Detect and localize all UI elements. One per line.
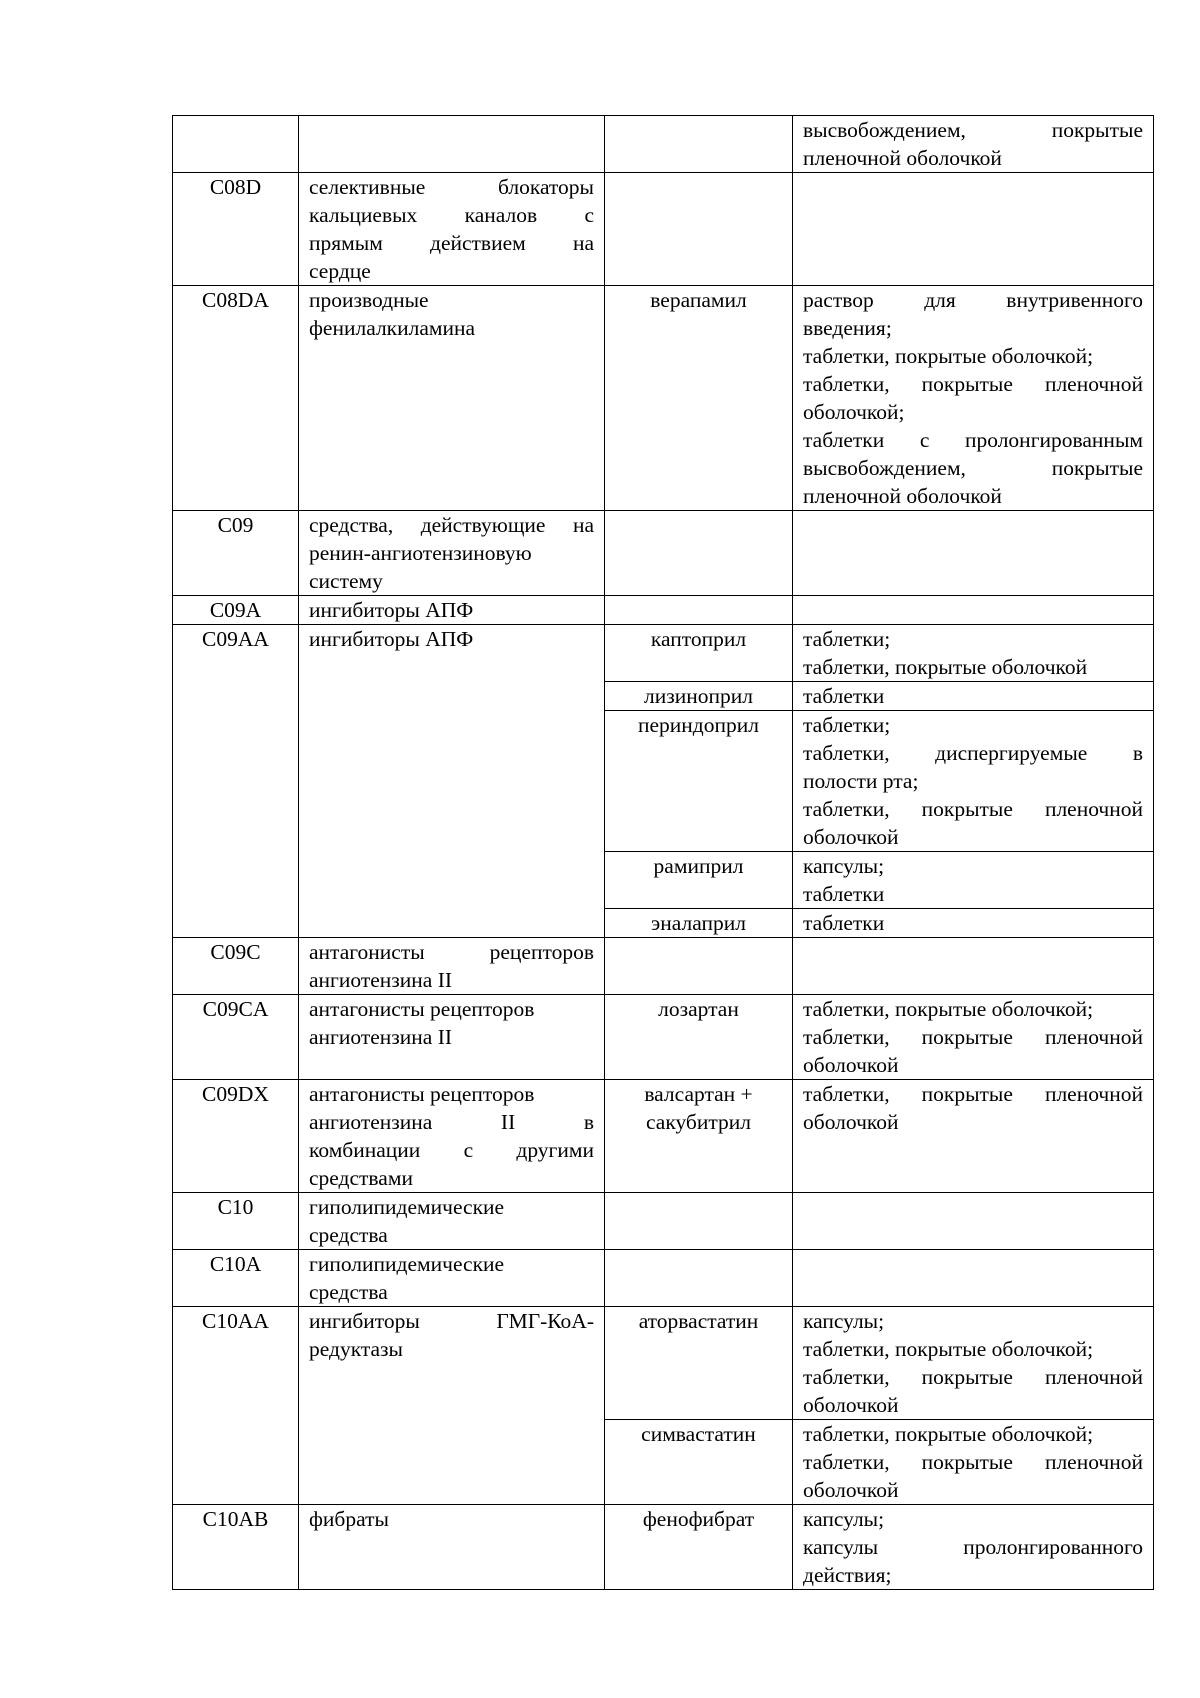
dosage-form-line: таблетки, покрытые оболочкой; [803,1337,1094,1361]
atc-name-line: фенилалкиламина [309,316,476,340]
atc-code-cell [173,596,299,625]
atc-name-line: антагонисты рецепторов [309,997,535,1021]
drug-name-cell [605,286,793,511]
atc-code-cell [173,995,299,1080]
drug-name-cell [605,173,793,286]
atc-code: C09A [209,598,262,622]
atc-code: C09AA [202,627,269,651]
dosage-form-line: оболочкой [803,1110,899,1134]
table-row [173,995,1154,1080]
table-row [173,938,1154,995]
drug-name-cell [605,1080,793,1193]
dosage-form-line: таблетки, покрытые оболочкой [803,655,1088,679]
drug-name-cell [605,938,793,995]
dosage-form-line: таблетки [803,882,885,906]
dosage-form-line: таблетки; [803,627,891,651]
atc-name-cell [299,625,605,938]
atc-name-line: ангиотензина II [309,1025,453,1049]
atc-name-cell [299,1250,605,1307]
dosage-form-cell [793,1250,1154,1307]
atc-code: C09CA [202,997,269,1021]
atc-name-line: систему [309,569,383,593]
dosage-form-line: высвобождением, покрытые [803,118,1143,142]
table-row [173,173,1154,286]
dosage-form-line: высвобождением, покрытые [803,456,1143,480]
atc-name-line: фибраты [309,1507,389,1531]
atc-name-cell [299,1193,605,1250]
atc-name-line: ангиотензина II [309,968,453,992]
atc-name-line: сердце [309,259,371,283]
dosage-form-cell [793,286,1154,511]
dosage-form-line: оболочкой [803,1393,899,1417]
drug-name-cell [605,1250,793,1307]
atc-name-cell [299,1307,605,1505]
dosage-form-line: введения; [803,316,892,340]
dosage-form-line: пленочной оболочкой [803,484,1002,508]
drug-table [172,115,1154,1590]
drug-name-cell [605,1505,793,1590]
drug-name: периндоприл [638,713,759,737]
dosage-form-cell [793,596,1154,625]
atc-code-cell [173,625,299,938]
dosage-form-line: раствор для внутривенного [803,288,1143,312]
atc-code-cell [173,1250,299,1307]
atc-name-line: ингибиторы ГМГ-КоА- [309,1309,594,1333]
dosage-form-line: таблетки, покрытые пленочной [803,1450,1143,1474]
dosage-form-cell [793,1505,1154,1590]
dosage-form-line: капсулы; [803,1507,885,1531]
dosage-form-line: оболочкой [803,1478,899,1502]
atc-name-cell [299,1505,605,1590]
atc-name-line: прямым действием на [309,231,594,255]
dosage-form-line: оболочкой [803,1053,899,1077]
dosage-form-line: таблетки [803,684,885,708]
atc-name-cell [299,596,605,625]
dosage-form-cell [793,1420,1154,1505]
atc-code: C10AB [202,1507,269,1531]
dosage-form-line: таблетки, диспергируемые в [803,741,1143,765]
dosage-form-line: таблетки, покрытые пленочной [803,1082,1143,1106]
drug-name: лизиноприл [644,684,753,708]
atc-name-line: комбинации с другими [309,1138,594,1162]
atc-name-line: ингибиторы АПФ [309,627,474,651]
dosage-form-line: таблетки, покрытые оболочкой; [803,997,1094,1021]
drug-name: симвастатин [641,1422,756,1446]
atc-code-cell [173,1080,299,1193]
dosage-form-line: капсулы; [803,854,885,878]
atc-name-line: средствами [309,1166,413,1190]
drug-name-cell [605,1420,793,1505]
atc-name-cell [299,1080,605,1193]
table-row [173,1080,1154,1193]
drug-name-cell [605,682,793,711]
table-row [173,1250,1154,1307]
table-row [173,596,1154,625]
atc-code: C09 [217,513,254,537]
drug-name-cell [605,1193,793,1250]
table-row [173,511,1154,596]
table-row [173,625,1154,682]
dosage-form-cell [793,625,1154,682]
drug-name: аторвастатин [638,1309,759,1333]
dosage-form-cell [793,938,1154,995]
atc-code: C08D [209,175,262,199]
drug-name-cell [605,116,793,173]
atc-name-line: редуктазы [309,1337,403,1361]
dosage-form-line: таблетки, покрытые оболочкой; [803,1422,1094,1446]
drug-name-cell [605,1307,793,1420]
drug-name-cell [605,909,793,938]
dosage-form-line: таблетки [803,911,885,935]
dosage-form-line: таблетки, покрытые пленочной [803,797,1143,821]
atc-name-cell [299,116,605,173]
drug-name: фенофибрат [642,1507,755,1531]
drug-name-cell [605,625,793,682]
drug-name-cell [605,852,793,909]
atc-code-cell [173,1307,299,1505]
dosage-form-line: таблетки с пролонгированным [803,428,1143,452]
drug-name: эналаприл [651,911,746,935]
atc-code-cell [173,116,299,173]
atc-code: C08DA [202,288,269,312]
dosage-form-cell [793,173,1154,286]
table-row [173,1193,1154,1250]
dosage-form-cell [793,852,1154,909]
atc-code: C10A [209,1252,262,1276]
table-row [173,1505,1154,1590]
dosage-form-cell [793,995,1154,1080]
atc-name-line: гиполипидемические [309,1195,505,1219]
table-row [173,286,1154,511]
dosage-form-line: оболочкой; [803,400,905,424]
atc-name-line: средства, действующие на [309,513,594,537]
atc-name-cell [299,995,605,1080]
drug-name: верапамил [650,288,747,312]
table-row [173,1307,1154,1420]
drug-name-cell [605,596,793,625]
dosage-form-line: капсулы пролонгированного [803,1535,1143,1559]
atc-code-cell [173,286,299,511]
atc-code: C10 [217,1195,254,1219]
atc-name-cell [299,173,605,286]
atc-name-line: средства [309,1280,388,1304]
dosage-form-line: таблетки; [803,713,891,737]
dosage-form-cell [793,1307,1154,1420]
atc-code: C09DX [202,1082,269,1106]
atc-name-line: средства [309,1223,388,1247]
dosage-form-cell [793,1193,1154,1250]
atc-code-cell [173,173,299,286]
atc-name-line: производные [309,288,429,312]
dosage-form-line: полости рта; [803,769,919,793]
dosage-form-line: пленочной оболочкой [803,146,1002,170]
atc-name-line: гиполипидемические [309,1252,505,1276]
dosage-form-line: капсулы; [803,1309,885,1333]
atc-code-cell [173,938,299,995]
dosage-form-cell [793,682,1154,711]
dosage-form-cell [793,909,1154,938]
atc-name-line: ингибиторы АПФ [309,598,474,622]
atc-name-line: ренин-ангиотензиновую [309,541,532,565]
drug-name: валсартан + [644,1082,753,1106]
drug-name: рамиприл [653,854,744,878]
drug-table-body [173,116,1154,1590]
atc-name-cell [299,286,605,511]
drug-name: сакубитрил [645,1110,752,1134]
atc-code: C09C [210,940,261,964]
dosage-form-line: таблетки, покрытые пленочной [803,1025,1143,1049]
dosage-form-cell [793,711,1154,852]
dosage-form-cell [793,511,1154,596]
dosage-form-line: оболочкой [803,825,899,849]
atc-name-line: антагонисты рецепторов [309,940,594,964]
dosage-form-cell [793,116,1154,173]
dosage-form-line: действия; [803,1563,892,1587]
drug-name-cell [605,511,793,596]
atc-name-line: кальциевых каналов с [309,203,594,227]
atc-name-line: ангиотензина II в [309,1110,594,1134]
atc-code-cell [173,1193,299,1250]
atc-code-cell [173,1505,299,1590]
dosage-form-cell [793,1080,1154,1193]
dosage-form-line: таблетки, покрытые пленочной [803,372,1143,396]
atc-code: C10AA [202,1309,269,1333]
atc-name-line: антагонисты рецепторов [309,1082,535,1106]
atc-name-cell [299,938,605,995]
table-row [173,116,1154,173]
drug-name-cell [605,711,793,852]
dosage-form-line: таблетки, покрытые оболочкой; [803,344,1094,368]
atc-name-line: селективные блокаторы [309,175,594,199]
drug-name-cell [605,995,793,1080]
atc-name-cell [299,511,605,596]
drug-name: каптоприл [650,627,747,651]
atc-code-cell [173,511,299,596]
drug-name: лозартан [658,997,739,1021]
dosage-form-line: таблетки, покрытые пленочной [803,1365,1143,1389]
